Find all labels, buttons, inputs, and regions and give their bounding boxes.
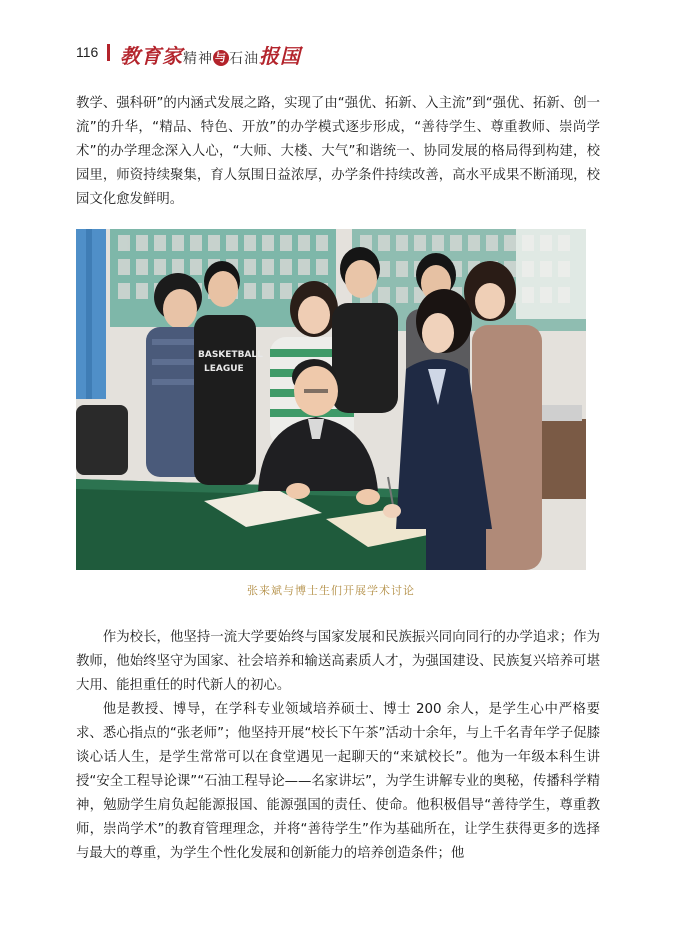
book-title-amp: 与 (215, 51, 227, 64)
page-number: 116 (76, 44, 99, 60)
paragraph-2: 作为校长，他坚持一流大学要始终与国家发展和民族振兴同向同行的办学追求；作为教师，他始终坚守为国家、社会培养和输送高素质人才，为强国建设、民族复兴培养可堪大用、能担重任的时代新人的初心。 (76, 630, 600, 693)
book-title-part-2: 精神 (183, 51, 213, 67)
book-title (120, 40, 301, 69)
header-divider (107, 44, 110, 61)
paragraph-3: 他是教授、博导，在学科专业领域培养硕士、博士 200 余人，是学生心中严格要求、悉心指点的“张老师”；他坚持开展“校长下午茶”活动十余年，与上千名青年学子促膝谈心话人生，是学生常常可以在食堂遇见一起聊天的“来斌校长”。他为一年级本科生讲授“安全工程导论课”“石油工程导论——名家讲坛”，为学生讲解专业的奥秘，传播科学精神，勉励学生肩负起能源报国、能源强国的责任、使命。他积极倡导“善待学生，尊重教师，崇尚学术”的教育管理理念，并将“善待学生”作为基础所在，让学生获得更多的选择与最大的尊重，为学生个性化发展和创新能力的培养创造条件；他 (76, 702, 600, 861)
shirt-text-2: LEAGUE (204, 364, 244, 374)
shirt-text-1: BASKETBALL (198, 350, 263, 360)
photo-caption: 张来斌与博士生们开展学术讨论 (247, 584, 415, 597)
book-title-part-4: 报国 (259, 44, 301, 68)
book-title-part-1: 教育家 (120, 44, 183, 68)
photo-illustration (76, 229, 586, 570)
photo (76, 229, 586, 570)
paragraph-1: 教学、强科研”的内涵式发展之路，实现了由“强优、拓新、入主流”到“强优、拓新、创一流”的升华，“精品、特色、开放”的办学模式逐步形成，“善待学生、尊重教师、崇尚学术”的办学理念深入人心，“大师、大楼、大气”和谐统一、协同发展的格局得到构建，校园里，师资持续聚集，育人氛围日益浓厚，办学条件持续改善，高水平成果不断涌现，校园文化愈发鲜明。 (76, 96, 600, 207)
book-title-part-3: 石油 (229, 51, 259, 67)
page-header (76, 40, 596, 66)
